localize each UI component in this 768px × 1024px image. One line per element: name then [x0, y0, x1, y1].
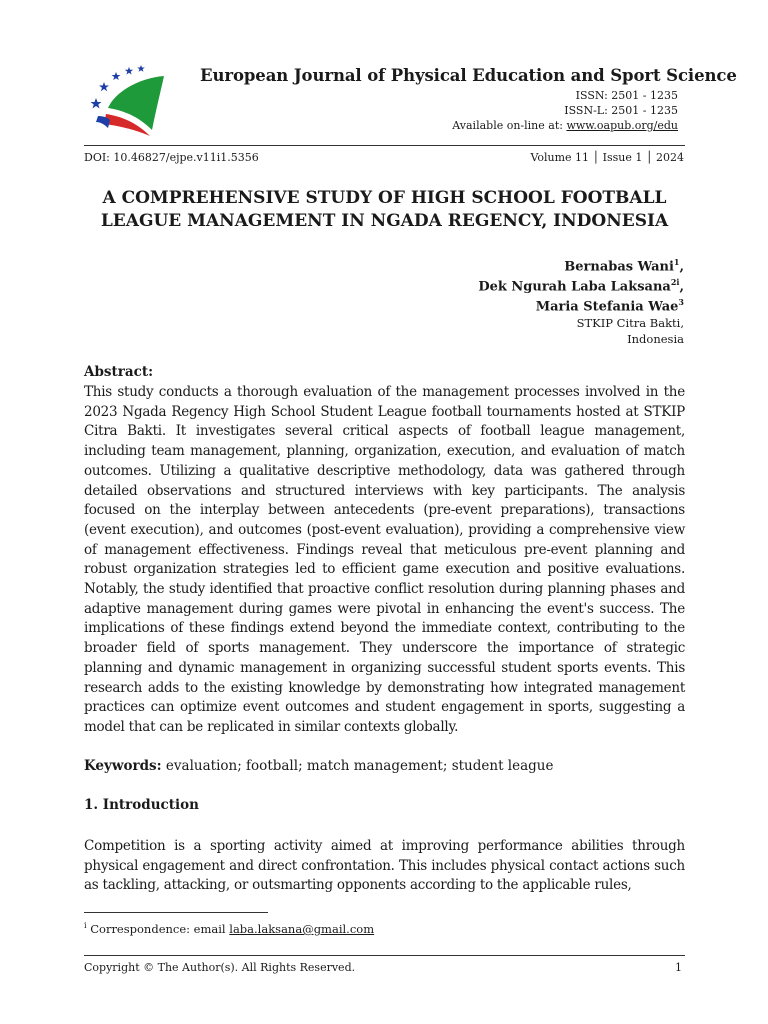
- journal-url-link[interactable]: www.oapub.org/edu: [566, 119, 678, 132]
- article-title: [84, 187, 685, 233]
- author-name: Dek Ngurah Laba Laksana: [478, 279, 671, 295]
- journal-title: European Journal of Physical Education and Sport Science: [200, 66, 737, 85]
- page-number: 1: [675, 961, 682, 974]
- affiliation-line-2: Indonesia: [627, 332, 684, 346]
- section-heading-introduction: 1. Introduction: [84, 797, 199, 813]
- affiliation-line-1: STKIP Citra Bakti,: [576, 316, 684, 330]
- author-suffix: ,: [679, 259, 684, 275]
- keywords-label: Keywords:: [84, 758, 162, 774]
- availability-prefix: Available on-line at:: [452, 119, 567, 132]
- footnote-prefix: Correspondence: email: [86, 921, 230, 936]
- author-sup: 2i: [670, 277, 680, 287]
- journal-issn: ISSN: 2501 - 1235: [575, 89, 678, 102]
- article-title-line-1: A COMPREHENSIVE STUDY OF HIGH SCHOOL FOOTBALL: [102, 188, 667, 208]
- article-title-line-2: LEAGUE MANAGEMENT IN NGADA REGENCY, INDONESIA: [100, 211, 669, 231]
- author-3: [536, 297, 684, 314]
- author-2: [478, 277, 684, 294]
- author-1: [564, 257, 684, 274]
- correspondence-email-link[interactable]: laba.laksana@gmail.com: [229, 921, 375, 936]
- header-divider: [84, 145, 685, 146]
- keywords-text: evaluation; football; match management; student league: [161, 758, 554, 774]
- introduction-body: Competition is a sporting activity aimed at improving performance abilities through physical engagement and direct confrontation. This includes physical contact actions such as tackling, attacking, or outsmarting opponents according to the applicable rules,: [84, 838, 685, 894]
- footnote-divider: [84, 912, 268, 913]
- volume-issue: Volume 11 │ Issue 1 │ 2024: [530, 151, 684, 164]
- author-name: Maria Stefania Wae: [535, 299, 679, 315]
- author-suffix: ,: [679, 279, 684, 295]
- journal-logo: [86, 60, 186, 140]
- abstract-heading: Abstract:: [84, 364, 154, 380]
- copyright: Copyright © The Author(s). All Rights Reserved.: [84, 961, 356, 974]
- author-sup: 3: [678, 297, 684, 307]
- journal-availability: [452, 119, 678, 132]
- abstract-body: This study conducts a thorough evaluation of the management processes involved in the 2023 Ngada Regency High School Student League football tournaments hosted at STKIP Citra Bakti. It investigates several critical aspects of football league management, including team management, planning, organization, execution, and evaluation of match outcomes. Utilizing a qualitative descriptive methodology, data was gathered through detailed observations and structured interviews with key participants. The analysis focused on the interplay between antecedents (pre-event preparations), transactions (event execution), and outcomes (post-event evaluation), providing a comprehensive view of management effectiveness. Findings reveal that meticulous pre-event planning and robust organization strategies led to efficient game execution and positive evaluations. Notably, the study identified that proactive conflict resolution during planning phases and adaptive management during games were pivotal in enhancing the event's success. The implications of these findings extend beyond the immediate context, contributing to the broader field of sports management. They underscore the importance of strategic planning and dynamic management in organizing successful student sports events. This research adds to the existing knowledge by demonstrating how integrated management practices can optimize event outcomes and student engagement in sports, suggesting a model that can be replicated in similar contexts globally.: [84, 384, 685, 735]
- article-doi: DOI: 10.46827/ejpe.v11i1.5356: [84, 151, 259, 164]
- author-name: Bernabas Wani: [564, 259, 674, 275]
- journal-issn-l: ISSN-L: 2501 - 1235: [564, 104, 678, 117]
- footnote: [84, 921, 374, 936]
- footnote-marker: i: [84, 921, 87, 930]
- author-sup: 1: [673, 257, 680, 267]
- footer-divider: [84, 955, 685, 956]
- keywords: [84, 758, 553, 774]
